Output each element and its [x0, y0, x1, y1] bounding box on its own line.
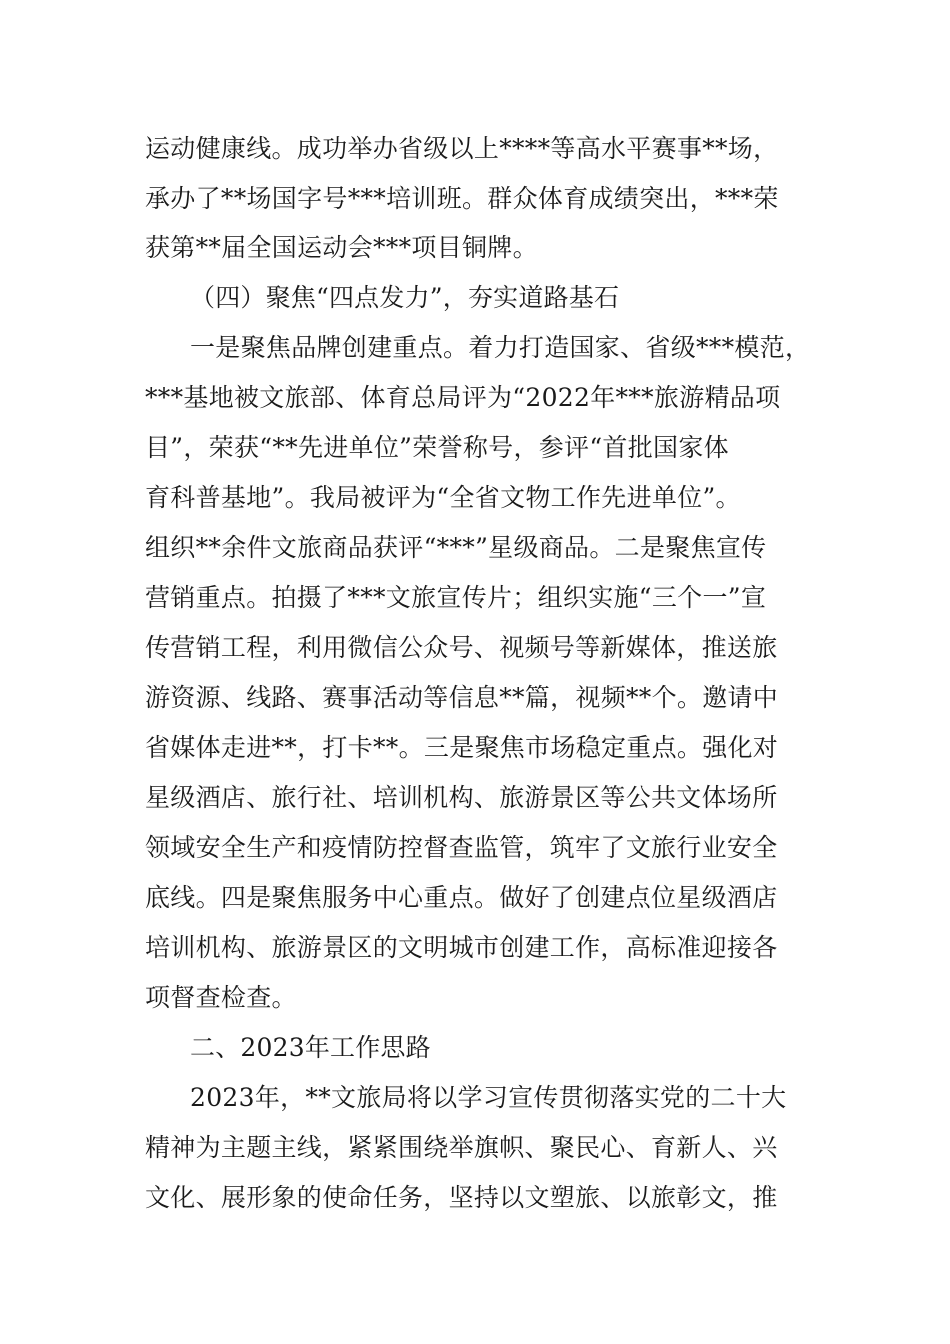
- body-text-line: 目”，荣获“**先进单位”荣誉称号，参评“首批国家体: [145, 433, 729, 462]
- section-heading: （四）聚焦“四点发力”，夯实道路基石: [190, 283, 620, 312]
- body-text-line: 星级酒店、旅行社、培训机构、旅游景区等公共文体场所: [145, 783, 778, 812]
- body-text-line: 承办了**场国字号***培训班。群众体育成绩突出，***荣: [145, 184, 779, 213]
- body-text-line: 一是聚焦品牌创建重点。着力打造国家、省级***模范，: [190, 333, 811, 362]
- body-text-line: 精神为主题主线，紧紧围绕举旗帜、聚民心、育新人、兴: [145, 1133, 778, 1162]
- body-text-line: 获第**届全国运动会***项目铜牌。: [145, 233, 538, 262]
- body-text-line: 育科普基地”。我局被评为“全省文物工作先进单位”。: [145, 483, 741, 512]
- body-text-line: 营销重点。拍摄了***文旅宣传片；组织实施“三个一”宣: [145, 583, 767, 612]
- body-text-line: 文化、展形象的使命任务，坚持以文塑旅、以旅彰文，推: [145, 1183, 778, 1212]
- body-text-line: 领域安全生产和疫情防控督查监管，筑牢了文旅行业安全: [145, 833, 778, 862]
- body-text-line: 组织**余件文旅商品获评“***”星级商品。二是聚焦宣传: [145, 533, 767, 562]
- body-text-line: ***基地被文旅部、体育总局评为“2022年***旅游精品项: [145, 383, 781, 412]
- body-text-line: 项督查检查。: [145, 983, 297, 1012]
- body-text-line: 培训机构、旅游景区的文明城市创建工作，高标准迎接各: [145, 933, 778, 962]
- body-text-line: 2023年，**文旅局将以学习宣传贯彻落实党的二十大: [190, 1083, 787, 1112]
- body-text-line: 省媒体走进**，打卡**。三是聚焦市场稳定重点。强化对: [145, 733, 779, 762]
- body-text-line: 传营销工程，利用微信公众号、视频号等新媒体，推送旅: [145, 633, 778, 662]
- body-text-line: 运动健康线。成功举办省级以上****等高水平赛事**场，: [145, 134, 779, 163]
- section-heading: 二、2023年工作思路: [190, 1033, 431, 1062]
- body-text-line: 游资源、线路、赛事活动等信息**篇，视频**个。邀请中: [145, 683, 779, 712]
- body-text-line: 底线。四是聚焦服务中心重点。做好了创建点位星级酒店: [145, 883, 778, 912]
